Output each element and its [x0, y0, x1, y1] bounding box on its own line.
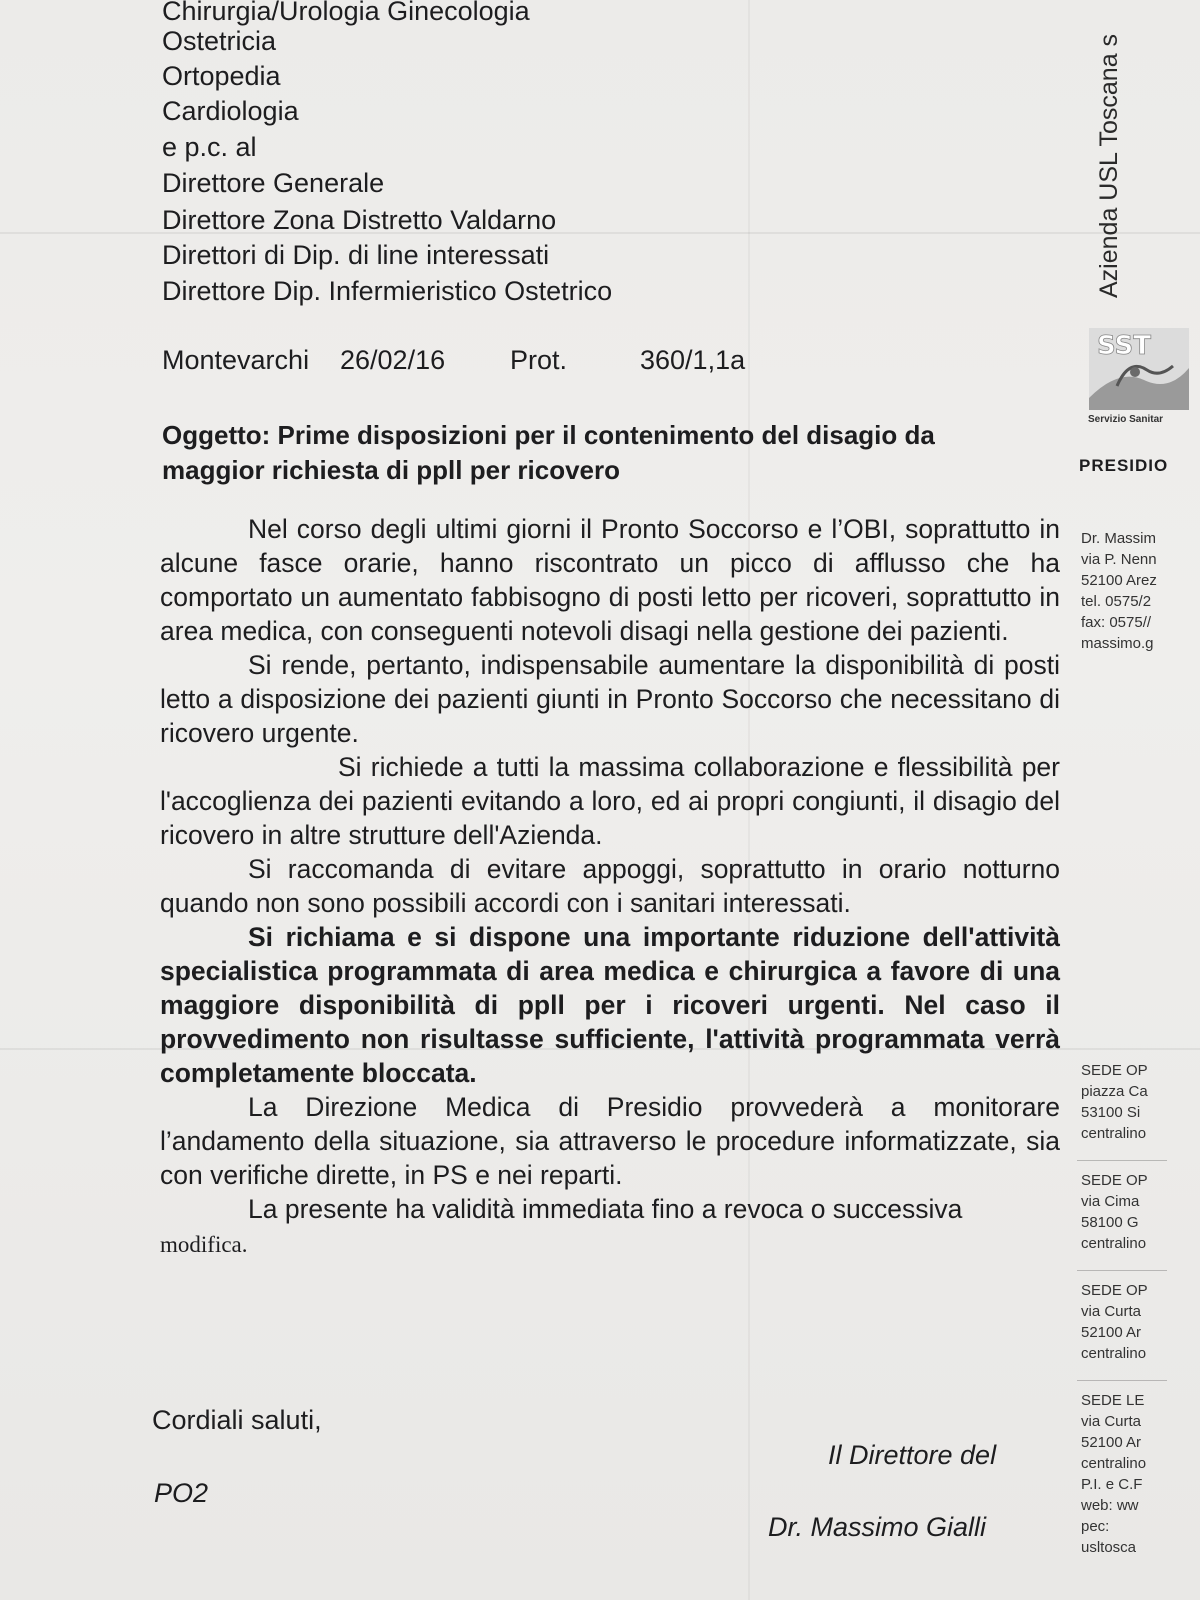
sede-line: SEDE OP: [1081, 1282, 1148, 1299]
signature-title: Il Direttore del: [828, 1440, 997, 1470]
contact-line: 52100 Arez: [1081, 572, 1157, 589]
sede-line: SEDE LE: [1081, 1392, 1145, 1409]
contact-line: massimo.g: [1081, 635, 1154, 652]
sede-block: [1081, 1390, 1146, 1558]
presidio-heading: PRESIDIO: [1079, 456, 1169, 475]
recipient-line: Direttore Dip. Infermieristico Ostetrico: [162, 276, 613, 306]
sede-line: 58100 G: [1081, 1214, 1139, 1231]
recipient-line: Direttore Zona Distretto Valdarno: [162, 205, 557, 235]
sede-line: P.I. e C.F: [1081, 1476, 1143, 1493]
letterhead-vertical-title: Azienda USL Toscana s: [1095, 33, 1123, 298]
body-paragraph-emphasis: Si richiama e si dispone una importante riduzione dell'attività specialistica programmata di area medica e chirurgica a favore di una maggiore disponibilità di ppll per i ricoveri urgenti. Nel caso il provvedimento non risultasse sufficiente, l'attività programmata verrà completamente bloccata.: [160, 922, 1060, 1088]
body-paragraph: Si rende, pertanto, indispensabile aumentare la disponibilità di posti letto a disposizione dei pazienti giunti in Pronto Soccorso che necessitano di ricovero urgente.: [160, 650, 1060, 748]
body-paragraph: Si richiede a tutti la massima collaborazione e flessibilità per l'accoglienza dei pazienti evitando a loro, ed ai propri congiunti, il disagio del ricovero in altre strutture dell'Azienda.: [160, 752, 1060, 850]
sede-line: SEDE OP: [1081, 1062, 1148, 1079]
recipient-line: Direttore Generale: [162, 168, 385, 198]
body-paragraph: La Direzione Medica di Presidio provvederà a monitorare l’andamento della situazione, sia attraverso le procedure informatizzate, sia con verifiche dirette, in PS e nei reparti.: [160, 1092, 1060, 1190]
body-text: modifica.: [160, 1232, 248, 1257]
sede-line: piazza Ca: [1081, 1083, 1148, 1100]
sede-line: via Curta: [1081, 1303, 1142, 1320]
sede-line: centralino: [1081, 1125, 1147, 1142]
recipient-line: Chirurgia/Urologia Ginecologia: [162, 0, 530, 26]
contact-line: fax: 0575//: [1081, 614, 1152, 631]
protocol-label: Prot.: [510, 345, 568, 375]
sede-line: pec:: [1081, 1518, 1110, 1535]
subject-line: Oggetto: Prime disposizioni per il contenimento del disagio da maggior richiesta di ppll per ricovero: [162, 420, 935, 485]
sede-line: usltosca: [1081, 1539, 1137, 1556]
sede-divider: [1077, 1270, 1167, 1271]
body-paragraph: [160, 1192, 1060, 1262]
sede-line: 53100 Si: [1081, 1104, 1141, 1121]
closing-greeting: Cordiali saluti,: [152, 1405, 322, 1435]
sede-block: [1081, 1060, 1148, 1144]
sede-divider: [1077, 1380, 1167, 1381]
sede-block: [1081, 1280, 1148, 1364]
logo-caption: Servizio Sanitar: [1088, 414, 1164, 425]
sede-line: centralino: [1081, 1455, 1147, 1472]
director-contact: [1081, 528, 1157, 654]
contact-line: Dr. Massim: [1081, 530, 1156, 547]
recipient-line: e p.c. al: [162, 132, 257, 162]
sede-line: centralino: [1081, 1345, 1147, 1362]
letterhead-margin: [1075, 0, 1200, 1600]
sede-line: 52100 Ar: [1081, 1434, 1142, 1451]
protocol-number: 360/1,1a: [640, 345, 746, 375]
body-text: La presente ha validità immediata fino a revoca o successiva: [248, 1194, 963, 1224]
sede-line: web: ww: [1081, 1497, 1139, 1514]
sede-line: via Cima: [1081, 1193, 1140, 1210]
signature-name: Dr. Massimo Gialli: [768, 1512, 987, 1542]
signature-unit: PO2: [154, 1478, 209, 1508]
sede-block: [1081, 1170, 1148, 1254]
body-paragraph: Si raccomanda di evitare appoggi, soprattutto in orario notturno quando non sono possibili accordi con i sanitari interessati.: [160, 854, 1060, 918]
date-place: Montevarchi: [162, 345, 310, 375]
recipient-line: Direttori di Dip. di line interessati: [162, 240, 550, 270]
logo-text: SST: [1097, 331, 1152, 361]
sede-divider: [1077, 1160, 1167, 1161]
body-paragraph: Nel corso degli ultimi giorni il Pronto Soccorso e l’OBI, soprattutto in alcune fasce orarie, hanno riscontrato un picco di afflusso che ha comportato un aumentato fabbisogno di posti letto per ricoveri, soprattutto in area medica, con conseguenti notevoli disagi nella gestione dei pazienti.: [160, 514, 1060, 646]
recipient-line: Ortopedia: [162, 61, 281, 91]
sede-line: SEDE OP: [1081, 1172, 1148, 1189]
recipient-line: Ostetricia: [162, 26, 277, 56]
sede-line: 52100 Ar: [1081, 1324, 1142, 1341]
sede-line: centralino: [1081, 1235, 1147, 1252]
letter-body: [160, 512, 1060, 1262]
contact-line: via P. Nenn: [1081, 551, 1157, 568]
contact-line: tel. 0575/2: [1081, 593, 1152, 610]
sede-line: via Curta: [1081, 1413, 1142, 1430]
sst-logo-icon: [1089, 328, 1189, 410]
recipient-line: Cardiologia: [162, 96, 299, 126]
date-value: 26/02/16: [340, 345, 446, 375]
